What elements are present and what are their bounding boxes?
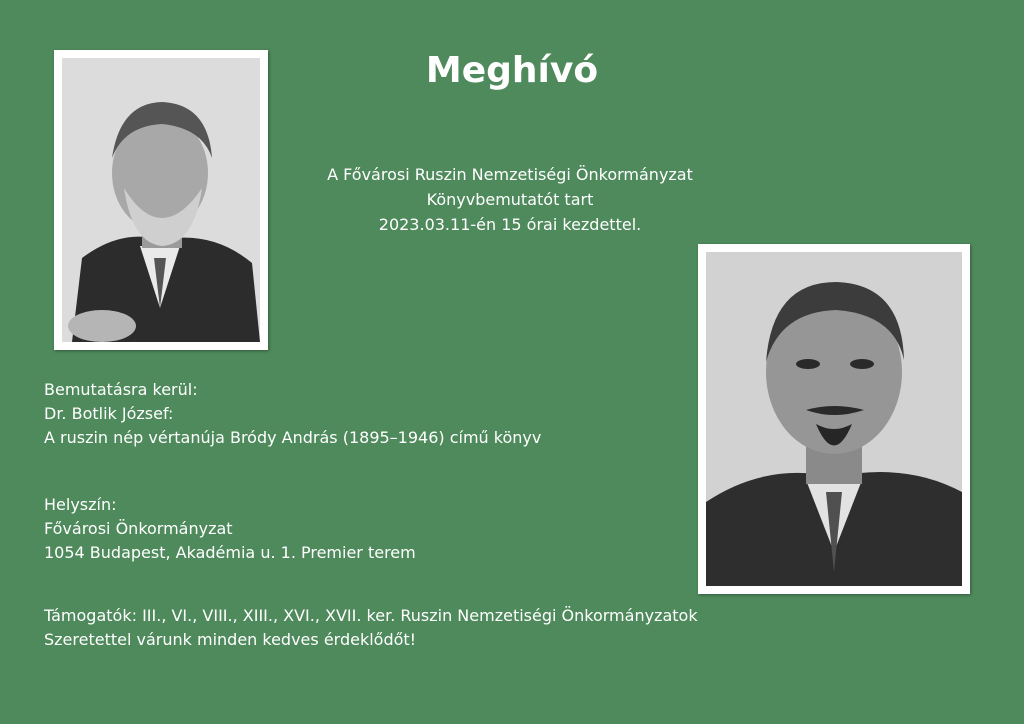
book-title: A ruszin nép vértanúja Bródy András (1895–1946) című könyv	[44, 428, 542, 447]
event-datetime-line: 2023.03.11-én 15 órai kezdettel.	[378, 215, 642, 234]
author-portrait-photo	[54, 50, 268, 350]
historical-portrait-image	[706, 252, 962, 586]
event-type-line: Könyvbemutatót tart	[426, 190, 594, 209]
supporters-line: Támogatók: III., VI., VIII., XIII., XVI., XVII. ker. Ruszin Nemzetiségi Önkormányzatok	[44, 606, 698, 625]
author-portrait-image	[62, 58, 260, 342]
footer-section	[44, 604, 698, 652]
book-author: Dr. Botlik József:	[44, 404, 174, 423]
organizer-line: A Fővárosi Ruszin Nemzetiségi Önkormányzat	[327, 165, 693, 184]
presentation-heading: Bemutatásra kerül:	[44, 380, 198, 399]
venue-address: 1054 Budapest, Akadémia u. 1. Premier terem	[44, 543, 416, 562]
intro-text	[250, 162, 770, 237]
venue-heading: Helyszín:	[44, 495, 117, 514]
venue-name: Fővárosi Önkormányzat	[44, 519, 233, 538]
historical-portrait-photo	[698, 244, 970, 594]
presentation-section	[44, 378, 541, 450]
welcome-line: Szeretettel várunk minden kedves érdeklődőt!	[44, 630, 417, 649]
page-title: Meghívó	[425, 50, 599, 91]
venue-section	[44, 493, 416, 565]
